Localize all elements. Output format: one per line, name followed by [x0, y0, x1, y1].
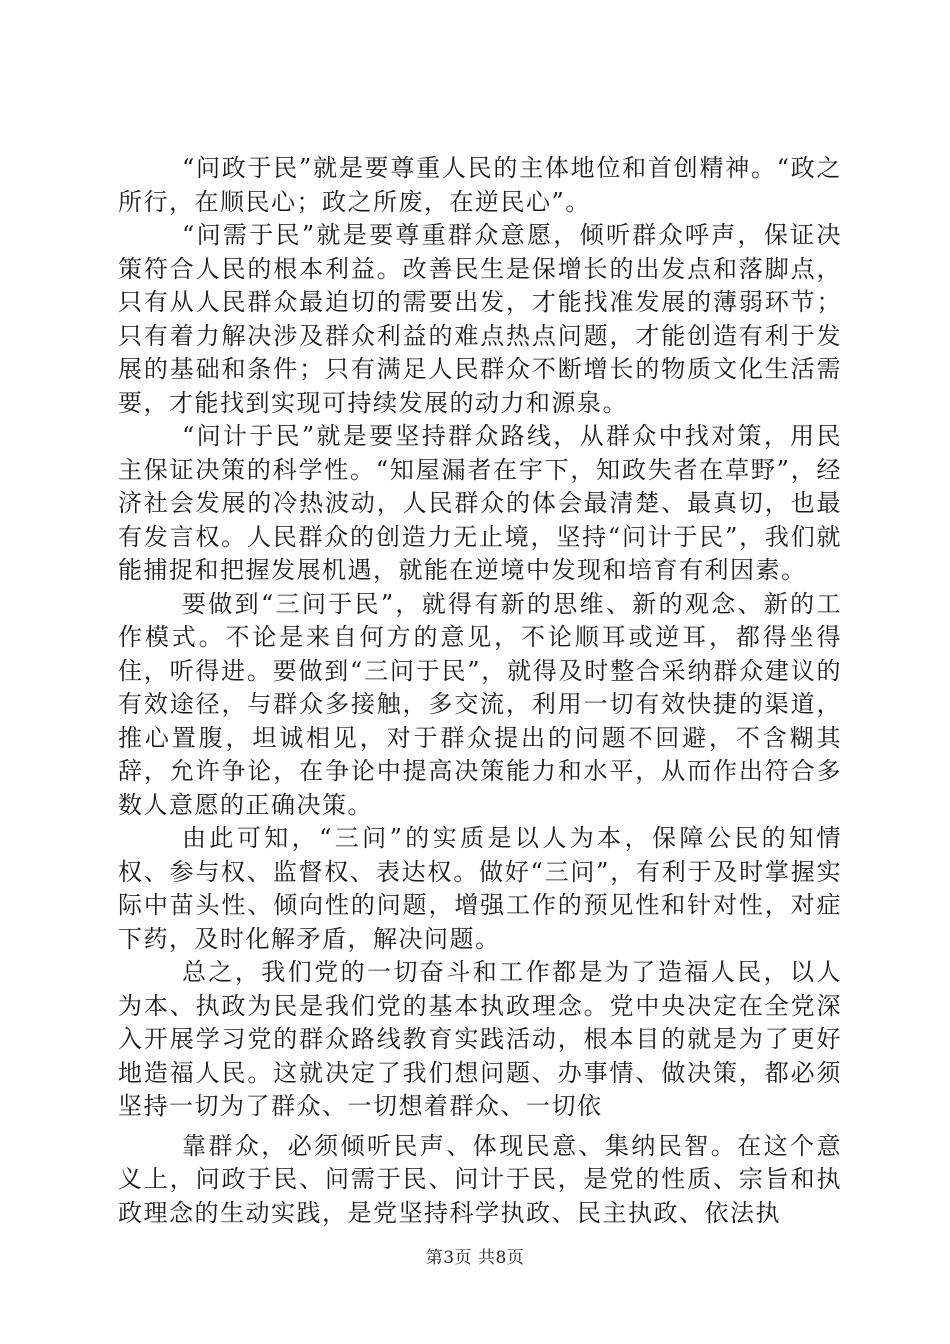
paragraph-wenji: “问计于民”就是要坚持群众路线，从群众中找对策，用民主保证决策的科学性。“知屋漏者在宇下，知政失者在草野”，经济社会发展的冷热波动，人民群众的体会最清楚、最真切，也最有发言权。人民群众的创造力无止境，坚持“问计于民”，我们就能捕捉和把握发展机遇，就能在逆境中发现和培育有利因素。: [118, 422, 842, 584]
paragraph-wenxu: “问需于民”就是要尊重群众意愿，倾听群众呼声，保证决策符合人民的根本利益。改善民生是保增长的出发点和落脚点，只有从人民群众最迫切的需要出发，才能找准发展的薄弱环节；只有着力解决涉及群众利益的难点热点问题，才能创造有利于发展的基础和条件；只有满足人民群众不断增长的物质文化生活需要，才能找到实现可持续发展的动力和源泉。: [118, 221, 842, 417]
paragraph-sanwen-essence: 由此可知，“三问”的实质是以人为本，保障公民的知情权、参与权、监督权、表达权。做好“三问”，有利于及时掌握实际中苗头性、倾向性的问题，增强工作的预见性和针对性，对症下药，及时化解矛盾，解决问题。: [118, 824, 842, 953]
document-body: [118, 152, 842, 1230]
paragraph-continuation: 靠群众，必须倾听民声、体现民意、集纳民智。在这个意义上，问政于民、问需于民、问计于民，是党的性质、宗旨和执政理念的生动实践，是党坚持科学执政、民主执政、依法执: [118, 1131, 842, 1227]
paragraph-conclusion: 总之，我们党的一切奋斗和工作都是为了造福人民，以人为本、执政为民是我们党的基本执政理念。党中央决定在全党深入开展学习党的群众路线教育实践活动，根本目的就是为了更好地造福人民。这就决定了我们想问题、办事情、做决策，都必须坚持一切为了群众、一切想着群众、一切依: [118, 958, 842, 1120]
paragraph-wenzheng: “问政于民”就是要尊重人民的主体地位和首创精神。“政之所行，在顺民心；政之所废，在逆民心”。: [118, 154, 842, 216]
page-number-footer: 第3页 共8页: [425, 1248, 525, 1268]
paragraph-sanwen-method: 要做到“三问于民”，就得有新的思维、新的观念、新的工作模式。不论是来自何方的意见，不论顺耳或逆耳，都得坐得住，听得进。要做到“三问于民”，就得及时整合采纳群众建议的有效途径，与群众多接触，多交流，利用一切有效快捷的渠道，推心置腹，坦诚相见，对于群众提出的问题不回避，不含糊其辞，允许争论，在争论中提高决策能力和水平，从而作出符合多数人意愿的正确决策。: [118, 589, 842, 819]
